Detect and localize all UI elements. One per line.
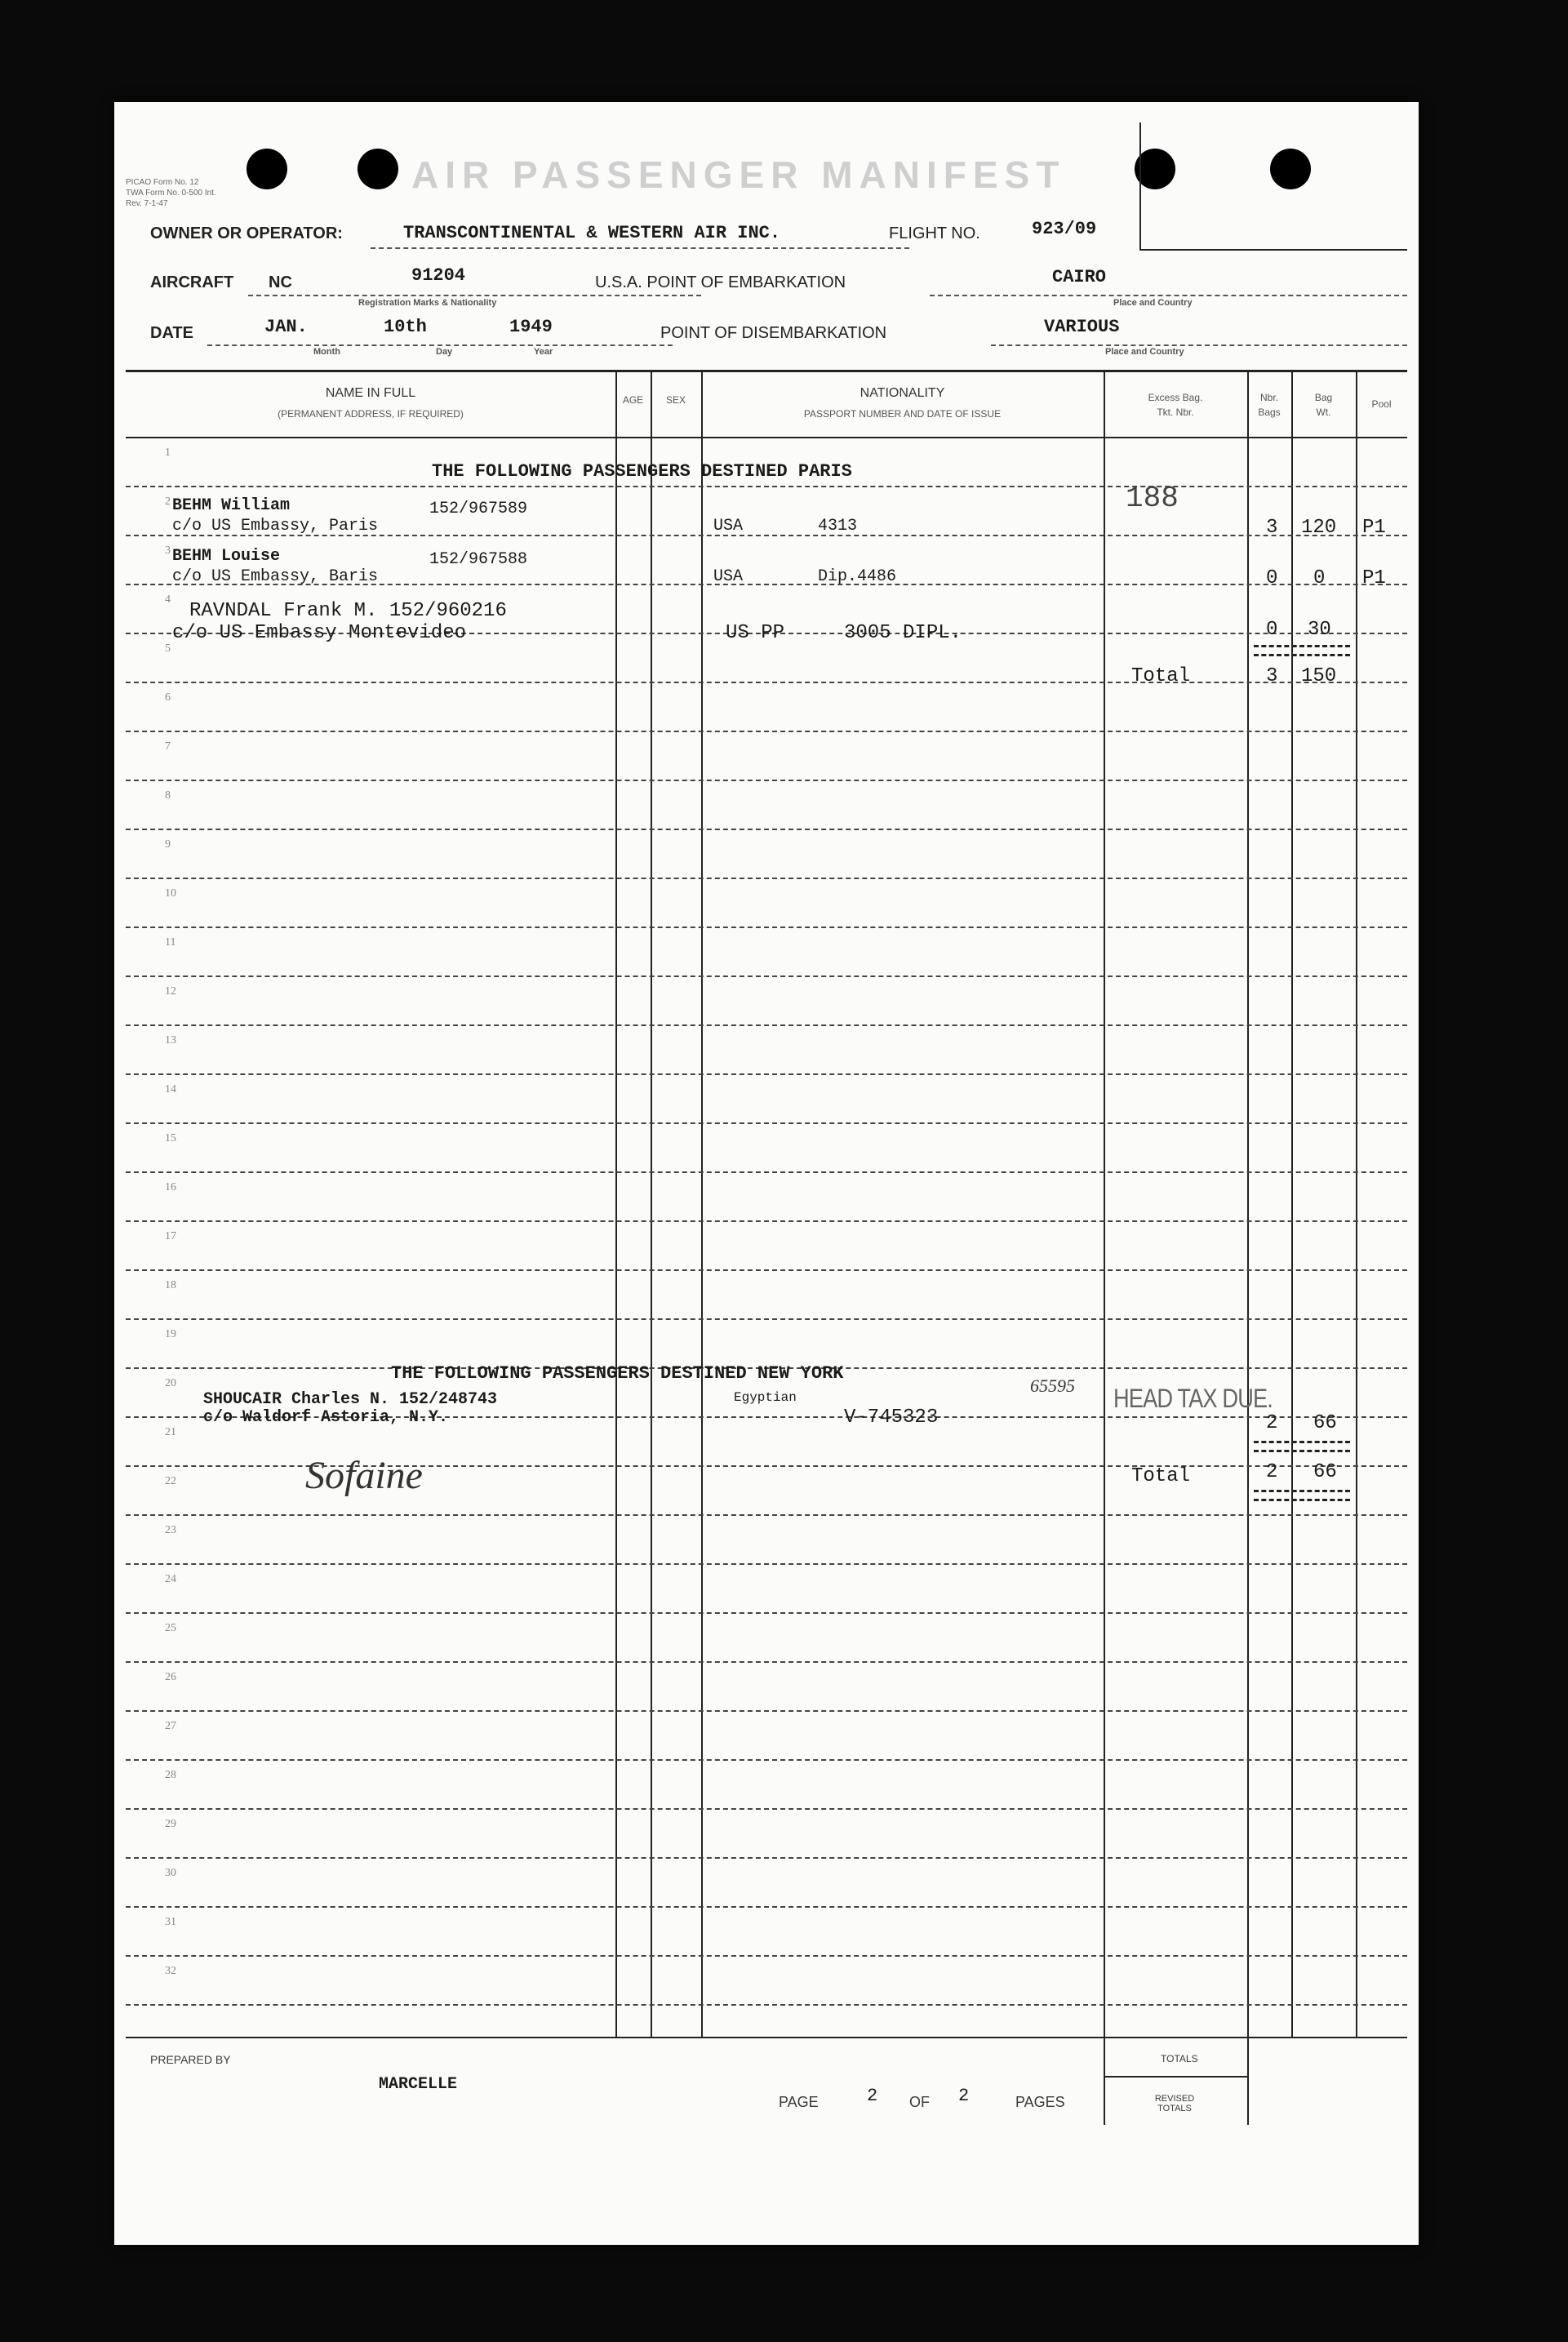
row-number: 18 xyxy=(165,1279,176,1291)
row-number: 29 xyxy=(165,1818,176,1830)
row-number: 16 xyxy=(165,1181,176,1193)
row4-total-rule xyxy=(1254,645,1350,656)
row19-address: c/o Waldorf Astoria, N.Y. xyxy=(203,1408,449,1427)
row19-nationality: Egyptian xyxy=(734,1390,797,1405)
row-number: 5 xyxy=(165,642,171,655)
form-id-line: PICAO Form No. 12 xyxy=(126,178,199,187)
row19-passport: V-745323 xyxy=(844,1407,939,1429)
col-divider-wt xyxy=(1291,370,1293,2037)
row-number: 19 xyxy=(165,1328,176,1340)
row19-head-tax-stamp: HEAD TAX DUE. xyxy=(1113,1384,1273,1413)
pages-label: PAGES xyxy=(1015,2094,1065,2110)
col-nationality-title: NATIONALITY xyxy=(860,386,945,400)
row-rule xyxy=(126,1024,1407,1026)
row-rule xyxy=(126,1073,1407,1075)
row-number: 2 xyxy=(165,496,171,508)
form-id-line: TWA Form No. 0-500 Int. xyxy=(126,189,216,198)
flight-label: FLIGHT NO. xyxy=(889,224,980,242)
row-rule xyxy=(126,878,1407,879)
row-number: 13 xyxy=(165,1034,176,1047)
aircraft-underline xyxy=(248,295,701,296)
manifest-form xyxy=(126,102,1407,2245)
col-excess-sub: Tkt. Nbr. xyxy=(1157,407,1194,418)
col-bag-wt-sub: Wt. xyxy=(1316,407,1331,418)
row-number: 3 xyxy=(165,544,171,557)
embark-sublabel: Place and Country xyxy=(1113,298,1193,308)
row-number: 8 xyxy=(165,789,171,802)
table-bottom-border xyxy=(126,2037,1407,2038)
row-number: 17 xyxy=(165,1230,176,1242)
date-month: JAN. xyxy=(264,317,308,337)
col-divider-nationality xyxy=(701,370,703,2037)
row-number: 12 xyxy=(165,985,176,998)
disembark-label: POINT OF DISEMBARKATION xyxy=(660,324,887,342)
row19-name: SHOUCAIR Charles N. 152/248743 xyxy=(203,1390,498,1409)
col-divider-age xyxy=(615,370,617,2037)
prepared-by-label: PREPARED BY xyxy=(150,2053,231,2066)
row5-total-label: Total xyxy=(1131,665,1191,687)
row2-passport: 4313 xyxy=(818,517,858,536)
row4-name: RAVNDAL Frank M. 152/960216 xyxy=(189,600,507,622)
row-number: 28 xyxy=(165,1769,176,1781)
prepared-by-value: MARCELLE xyxy=(379,2075,458,2094)
col-nbr-bags-title: Nbr. xyxy=(1259,392,1278,403)
row3-passport: Dip.4486 xyxy=(818,567,897,586)
row2-nationality: USA xyxy=(713,517,744,536)
row-rule xyxy=(126,1759,1407,1761)
row19-bags: 2 xyxy=(1266,1412,1278,1434)
row4-nationality: US PP xyxy=(726,622,785,644)
row20-signature: Sofaine xyxy=(305,1454,423,1497)
row-number: 21 xyxy=(165,1426,176,1438)
row2-name: BEHM William xyxy=(172,496,291,515)
row-number: 26 xyxy=(165,1671,176,1683)
row3-name: BEHM Louise xyxy=(172,547,281,566)
row5-total-weight: 150 xyxy=(1301,665,1337,687)
disembark-value: VARIOUS xyxy=(1044,317,1120,337)
row-number: 24 xyxy=(165,1573,176,1585)
row-rule xyxy=(126,731,1407,732)
col-name-title: NAME IN FULL xyxy=(325,386,416,400)
row20-total-rule xyxy=(1254,1490,1350,1501)
manifest-sheet xyxy=(114,102,1419,2245)
row-number: 15 xyxy=(165,1132,176,1144)
page-number: 2 xyxy=(867,2086,878,2106)
row1-group-heading: THE FOLLOWING PASSENGERS DESTINED PARIS xyxy=(432,461,852,482)
date-day: 10th xyxy=(384,317,427,337)
row2-bags: 3 xyxy=(1266,517,1278,539)
page-total: 2 xyxy=(958,2086,970,2106)
date-label: DATE xyxy=(150,324,193,342)
embark-underline xyxy=(930,295,1407,296)
date-underline xyxy=(207,344,673,346)
row-number: 32 xyxy=(165,1965,176,1977)
row-number: 14 xyxy=(165,1083,176,1095)
row-number: 20 xyxy=(165,1377,176,1389)
date-year: 1949 xyxy=(509,317,553,337)
row2-address: c/o US Embassy, Paris xyxy=(172,517,379,536)
totals-divider xyxy=(1104,2076,1247,2078)
col-divider-sex xyxy=(651,370,652,2037)
row-number: 7 xyxy=(165,740,171,753)
owner-label: OWNER OR OPERATOR: xyxy=(150,224,343,242)
row19-handwritten-number: 65595 xyxy=(1030,1375,1075,1396)
row-rule xyxy=(126,1906,1407,1908)
row-rule xyxy=(126,1171,1407,1173)
row-rule xyxy=(126,486,1407,487)
row-number: 30 xyxy=(165,1867,176,1879)
embark-value: CAIRO xyxy=(1052,267,1107,287)
aircraft-value: 91204 xyxy=(411,265,466,286)
row-rule xyxy=(126,1955,1407,1957)
row-number: 1 xyxy=(165,447,171,459)
row-number: 22 xyxy=(165,1475,176,1487)
row5-total-bags: 3 xyxy=(1266,665,1278,687)
row-rule xyxy=(126,1269,1407,1271)
row2-weight: 120 xyxy=(1301,517,1337,539)
row-number: 9 xyxy=(165,838,171,851)
row-rule xyxy=(126,1612,1407,1614)
row-rule xyxy=(126,1220,1407,1222)
row4-address: c/o US Embassy Montevideo xyxy=(172,622,467,644)
form-id-line: Rev. 7-1-47 xyxy=(126,199,168,208)
row-rule xyxy=(126,1661,1407,1663)
table-top-border xyxy=(126,370,1407,372)
date-sub-year: Year xyxy=(534,347,553,357)
row3-address: c/o US Embassy, Baris xyxy=(172,567,379,586)
row4-bags: 0 xyxy=(1266,619,1278,641)
embark-label: U.S.A. POINT OF EMBARKATION xyxy=(595,273,846,291)
table-header-bottom xyxy=(126,437,1407,438)
row-number: 23 xyxy=(165,1524,176,1536)
row-rule xyxy=(126,927,1407,928)
row2-pool: P1 xyxy=(1362,517,1386,539)
row-rule xyxy=(126,682,1407,683)
row19-weight: 66 xyxy=(1313,1412,1337,1434)
row2-ticket: 152/967589 xyxy=(429,500,528,518)
row3-pool: P1 xyxy=(1362,567,1386,589)
aircraft-nc: NC xyxy=(269,273,292,291)
aircraft-sublabel: Registration Marks & Nationality xyxy=(358,298,497,308)
row20-total-bags: 2 xyxy=(1266,1461,1278,1483)
row-number: 11 xyxy=(165,936,176,949)
row4-weight: 30 xyxy=(1308,619,1331,641)
totals-label: TOTALS xyxy=(1161,2053,1198,2064)
col-pool: Pool xyxy=(1371,398,1392,410)
row-number: 31 xyxy=(165,1916,176,1928)
col-name-sub: (PERMANENT ADDRESS, IF REQUIRED) xyxy=(278,408,464,420)
revised-totals-label: REVISED TOTALS xyxy=(1154,2094,1195,2113)
col-nationality-sub: PASSPORT NUMBER AND DATE OF ISSUE xyxy=(803,408,1002,420)
row-rule xyxy=(126,1318,1407,1320)
row-rule xyxy=(126,1710,1407,1712)
row-rule xyxy=(126,1857,1407,1859)
row3-bags: 0 xyxy=(1266,567,1278,589)
col-excess-title: Excess Bag. xyxy=(1148,392,1203,403)
col-nbr-bags-sub: Bags xyxy=(1258,407,1281,418)
form-id-block xyxy=(126,177,216,209)
row19-total-rule xyxy=(1254,1441,1350,1452)
owner-underline xyxy=(371,247,909,249)
row-rule xyxy=(126,1122,1407,1124)
row-rule xyxy=(126,1563,1407,1565)
manifest-title: AIR PASSENGER MANIFEST xyxy=(411,153,1066,196)
row-number: 27 xyxy=(165,1720,176,1732)
row-rule xyxy=(126,2004,1407,2006)
col-sex: SEX xyxy=(665,394,686,406)
row3-weight: 0 xyxy=(1313,567,1326,589)
row4-passport: 3005 DIPL. xyxy=(844,622,962,644)
owner-value: TRANSCONTINENTAL & WESTERN AIR INC. xyxy=(403,223,781,243)
row-number: 25 xyxy=(165,1622,176,1634)
row-rule xyxy=(126,829,1407,830)
col-bag-wt-title: Bag xyxy=(1314,392,1333,403)
row-rule xyxy=(126,1514,1407,1516)
row20-total-label: Total xyxy=(1131,1465,1191,1487)
header-box-outline xyxy=(1139,122,1407,251)
date-sub-month: Month xyxy=(313,347,340,357)
disembark-sublabel: Place and Country xyxy=(1105,347,1184,357)
date-sub-day: Day xyxy=(436,347,453,357)
row-rule xyxy=(126,975,1407,977)
row3-nationality: USA xyxy=(713,567,744,586)
row-number: 10 xyxy=(165,887,176,900)
row1-excess-ticket: 188 xyxy=(1126,482,1179,515)
disembark-underline xyxy=(991,344,1407,346)
row-number: 4 xyxy=(165,593,171,606)
col-divider-pool xyxy=(1356,370,1357,2037)
row-number: 6 xyxy=(165,691,171,704)
row3-ticket: 152/967588 xyxy=(429,550,528,569)
page-label: PAGE xyxy=(779,2094,819,2110)
of-label: OF xyxy=(909,2094,930,2110)
aircraft-label: AIRCRAFT xyxy=(150,273,234,291)
row-rule xyxy=(126,1808,1407,1810)
row18-group-heading: THE FOLLOWING PASSENGERS DESTINED NEW YORK xyxy=(391,1363,844,1384)
flight-value: 923/09 xyxy=(1032,219,1097,239)
row-rule xyxy=(126,780,1407,781)
col-age: AGE xyxy=(622,394,644,406)
row20-total-weight: 66 xyxy=(1313,1461,1337,1483)
